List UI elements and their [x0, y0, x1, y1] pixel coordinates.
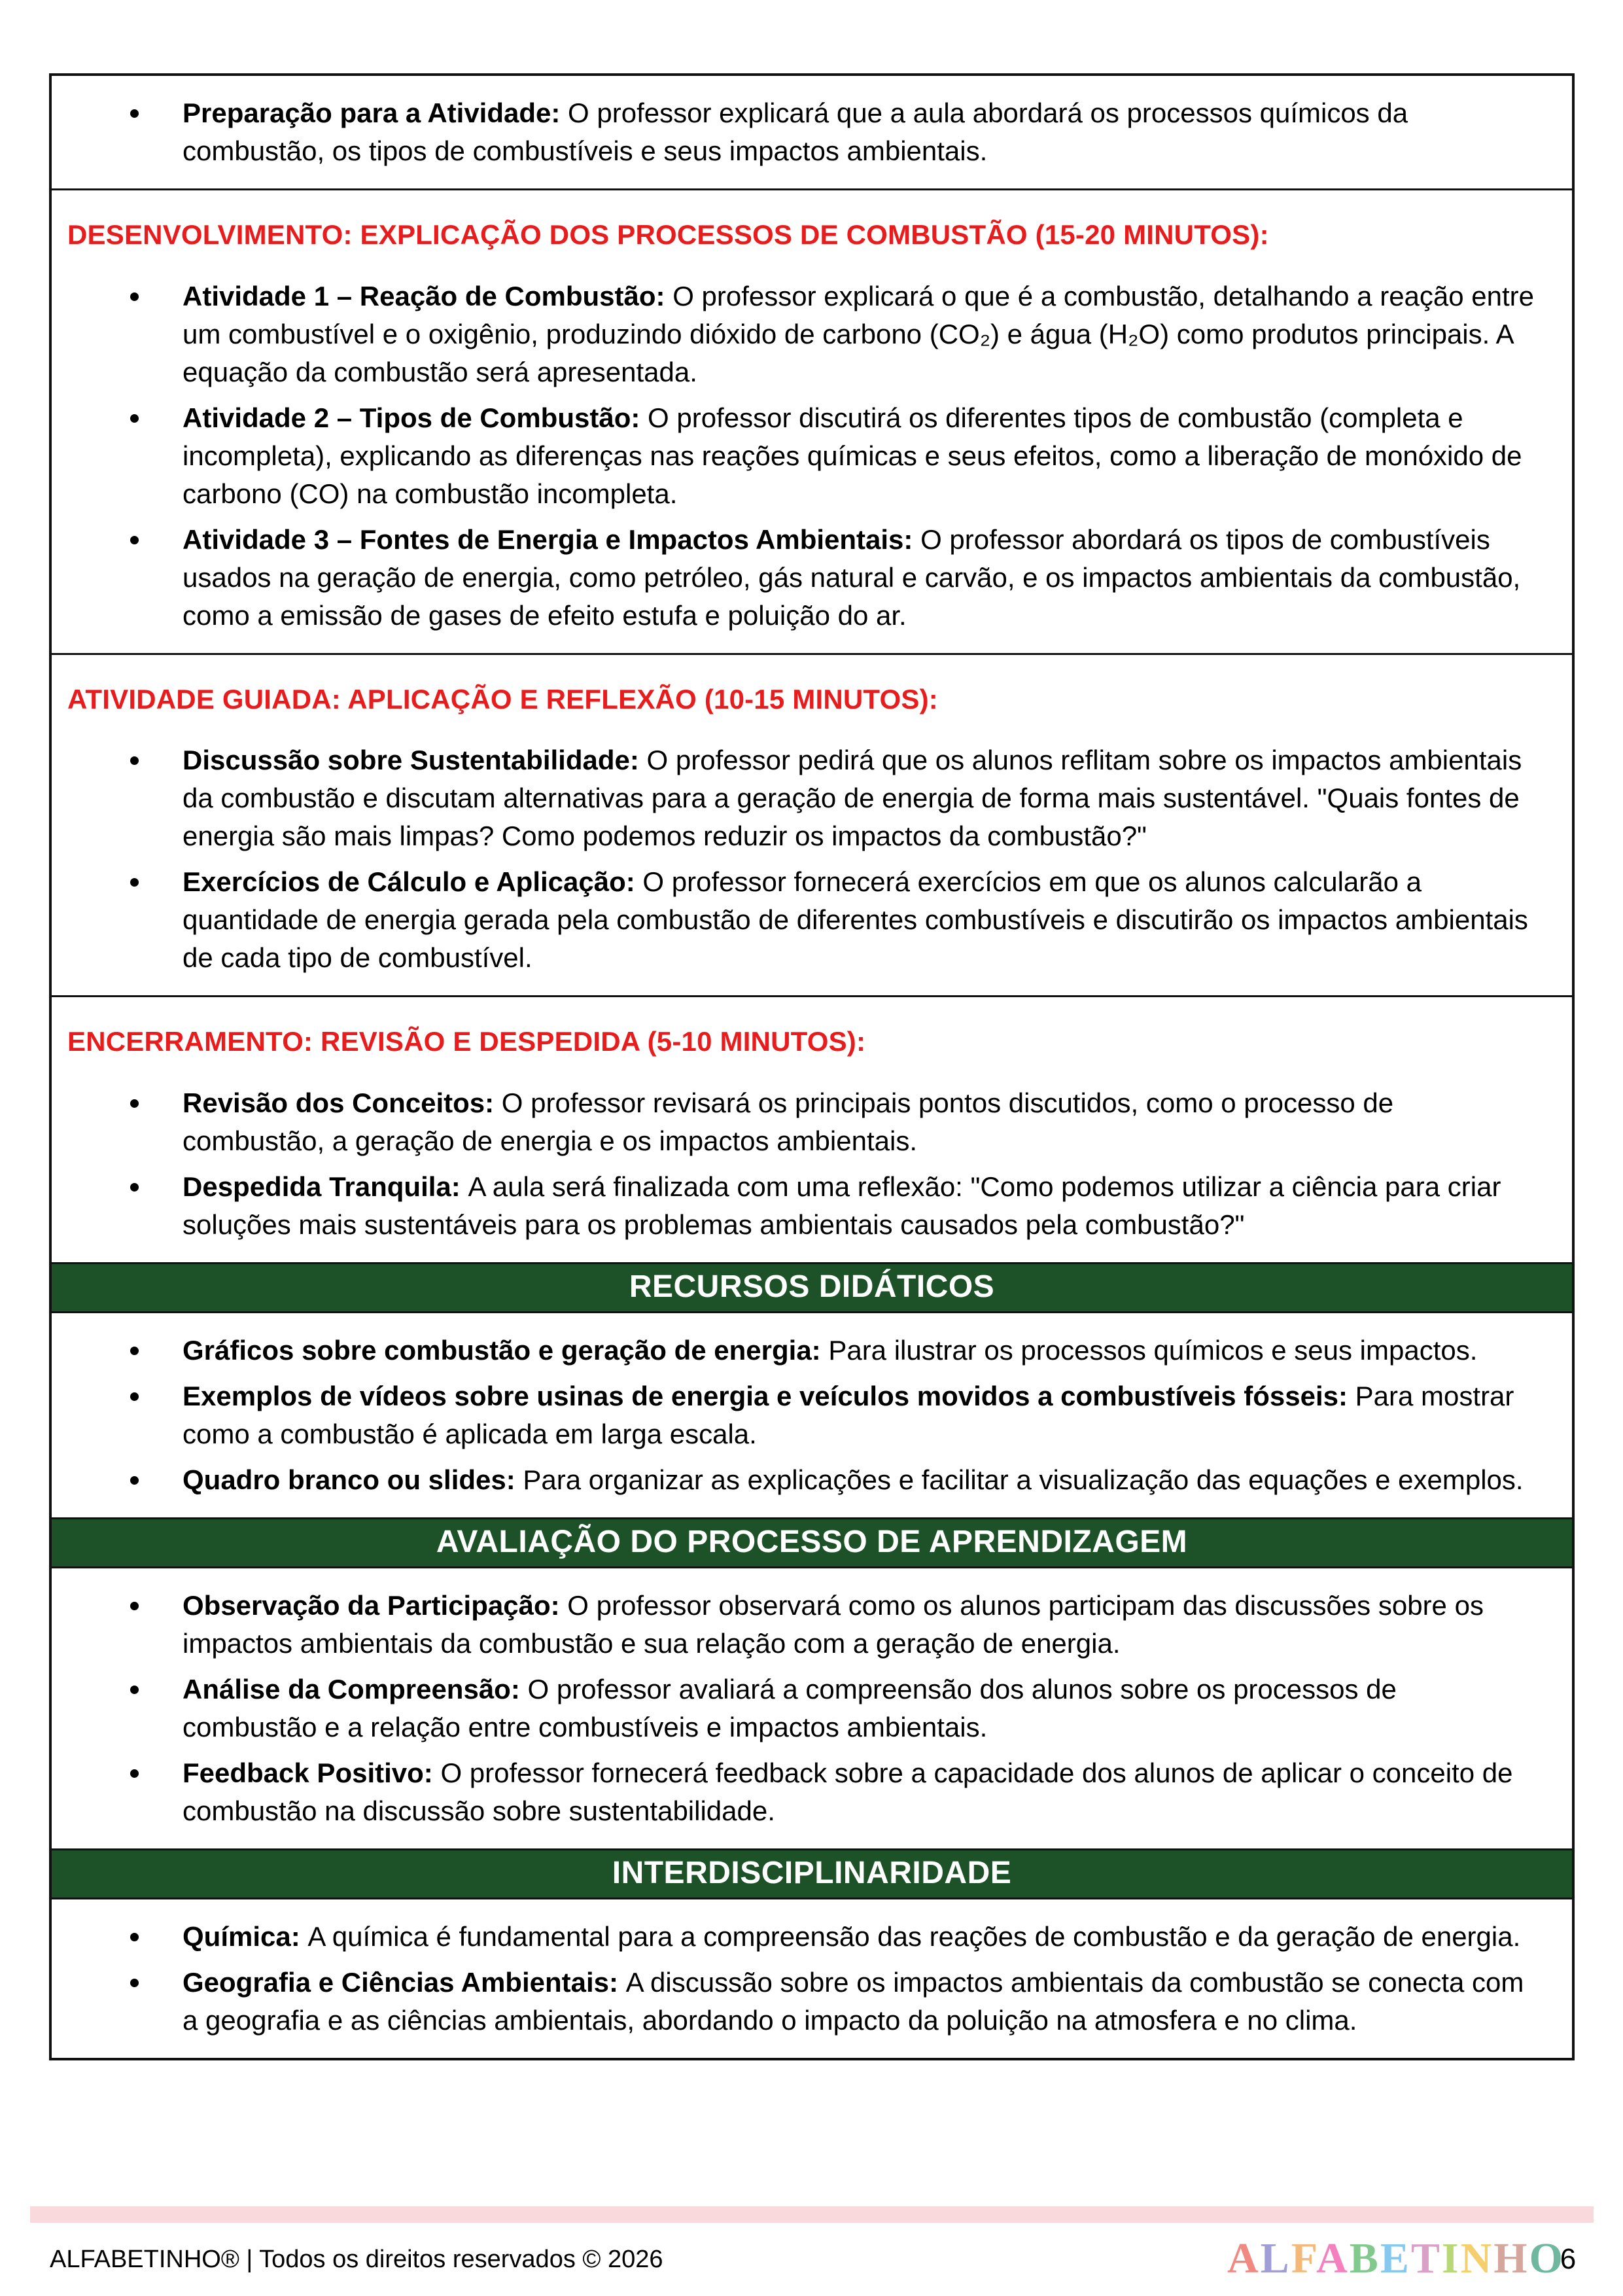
logo-letter: L: [1260, 2234, 1291, 2282]
footer-accent-bar: [30, 2206, 1594, 2223]
bullet-item: Revisão dos Conceitos: O professor revisará os principais pontos discutidos, como o processo de combustão, a geração de energia e os impactos ambientais.: [183, 1084, 1536, 1160]
logo-letter: E: [1380, 2234, 1411, 2282]
banner-row: [52, 1517, 1572, 1566]
logo-letter: N: [1460, 2234, 1494, 2282]
bullet-label: Geografia e Ciências Ambientais:: [183, 1966, 626, 1998]
bullet-list: [66, 1918, 1536, 2040]
bullet-item: Exemplos de vídeos sobre usinas de energia e veículos movidos a combustíveis fósseis: Para mostrar como a combustão é aplicada em larga escala.: [183, 1377, 1536, 1453]
bullet-item: Feedback Positivo: O professor fornecerá feedback sobre a capacidade dos alunos de aplicar o conceito de combustão na discussão sobre sustentabilidade.: [183, 1754, 1536, 1830]
banner-title: AVALIAÇÃO DO PROCESSO DE APRENDIZAGEM: [436, 1524, 1188, 1559]
banner-row: [52, 1262, 1572, 1311]
footer-copyright: ALFABETINHO® | Todos os direitos reservados © 2026: [50, 2246, 663, 2273]
lesson-plan-table: [49, 73, 1575, 2060]
bullet-list: [66, 1332, 1536, 1499]
section-heading: ENCERRAMENTO: REVISÃO E DESPEDIDA (5-10 MINUTOS):: [67, 1026, 866, 1057]
section-heading: ATIVIDADE GUIADA: APLICAÇÃO E REFLEXÃO (10-15 MINUTOS):: [67, 683, 938, 715]
bullet-item: Exercícios de Cálculo e Aplicação: O professor fornecerá exercícios em que os alunos calcularão a quantidade de energia gerada pela combustão de diferentes combustíveis e discutirão os impactos ambientais de cada tipo de combustível.: [183, 863, 1536, 977]
bullet-item: Preparação para a Atividade: O professor explicará que a aula abordará os processos químicos da combustão, os tipos de combustíveis e seus impactos ambientais.: [183, 94, 1536, 170]
bullet-label: Atividade 3 – Fontes de Energia e Impactos Ambientais:: [183, 523, 921, 555]
section-row: [52, 188, 1572, 653]
bullet-item: Atividade 2 – Tipos de Combustão: O professor discutirá os diferentes tipos de combustão (completa e incompleta), explicando as diferenças nas reações químicas e seus efeitos, como a liberação de monóxido de carbono (CO) na combustão incompleta.: [183, 399, 1536, 513]
bullet-label: Análise da Compreensão:: [183, 1673, 528, 1704]
section-heading: DESENVOLVIMENTO: EXPLICAÇÃO DOS PROCESSOS DE COMBUSTÃO (15-20 MINUTOS):: [67, 219, 1269, 250]
logo-letter: O: [1529, 2234, 1565, 2282]
bullet-label: Exemplos de vídeos sobre usinas de energia e veículos movidos a combustíveis fósseis:: [183, 1380, 1355, 1411]
logo-letter: A: [1227, 2234, 1261, 2282]
bullet-item: Discussão sobre Sustentabilidade: O professor pedirá que os alunos reflitam sobre os impactos ambientais da combustão e discutam alternativas para a geração de energia de forma mais sustentável. "Quais fontes de energia são mais limpas? Como podemos reduzir os impactos da combustão?": [183, 741, 1536, 855]
bullet-label: Observação da Participação:: [183, 1589, 568, 1621]
section-row: [52, 653, 1572, 996]
bullet-list: [66, 741, 1536, 977]
bullet-label: Exercícios de Cálculo e Aplicação:: [183, 866, 643, 897]
bullet-label: Atividade 1 – Reação de Combustão:: [183, 280, 673, 311]
bullet-item: Gráficos sobre combustão e geração de energia: Para ilustrar os processos químicos e seus impactos.: [183, 1332, 1536, 1369]
bullet-label: Atividade 2 – Tipos de Combustão:: [183, 402, 648, 433]
banner-row: [52, 1848, 1572, 1898]
bullet-item: Observação da Participação: O professor observará como os alunos participam das discussões sobre os impactos ambientais da combustão e sua relação com a geração de energia.: [183, 1587, 1536, 1663]
logo-letter: I: [1441, 2234, 1461, 2282]
bullet-list: [66, 1084, 1536, 1244]
bullet-list: [66, 1587, 1536, 1830]
section-row: [52, 995, 1572, 1262]
bullet-item: Atividade 1 – Reação de Combustão: O professor explicará o que é a combustão, detalhando a reação entre um combustível e o oxigênio, produzindo dióxido de carbono (CO₂) e água (H₂O) como produtos principais. A equação da combustão será apresentada.: [183, 277, 1536, 391]
bullet-item: Atividade 3 – Fontes de Energia e Impactos Ambientais: O professor abordará os tipos de combustíveis usados na geração de energia, como petróleo, gás natural e carvão, e os impactos ambientais da combustão, como a emissão de gases de efeito estufa e poluição do ar.: [183, 521, 1536, 635]
logo-letter: H: [1493, 2234, 1529, 2282]
logo-letter: T: [1410, 2234, 1442, 2282]
bullet-item: Geografia e Ciências Ambientais: A discussão sobre os impactos ambientais da combustão se conecta com a geografia e as ciências ambientais, abordando o impacto da poluição na atmosfera e no clima.: [183, 1964, 1536, 2040]
bullet-list: [66, 94, 1536, 170]
banner-title: RECURSOS DIDÁTICOS: [629, 1269, 995, 1304]
bullet-label: Química:: [183, 1920, 308, 1952]
section-row: [52, 1311, 1572, 1517]
bullet-label: Despedida Tranquila:: [183, 1171, 468, 1202]
bullet-list: [66, 277, 1536, 635]
banner-title: INTERDISCIPLINARIDADE: [612, 1855, 1012, 1890]
section-row: [52, 1566, 1572, 1848]
bullet-item: Química: A química é fundamental para a compreensão das reações de combustão e da geração de energia.: [183, 1918, 1536, 1956]
bullet-label: Feedback Positivo:: [183, 1757, 441, 1788]
bullet-label: Revisão dos Conceitos:: [183, 1087, 502, 1118]
page-number: 6: [1560, 2243, 1577, 2275]
logo-letter: A: [1316, 2234, 1350, 2282]
bullet-label: Quadro branco ou slides:: [183, 1464, 523, 1495]
logo-letter: B: [1349, 2234, 1380, 2282]
alfabetinho-logo: [1227, 2234, 1565, 2284]
bullet-label: Discussão sobre Sustentabilidade:: [183, 745, 647, 775]
section-row: [52, 76, 1572, 188]
logo-letter: F: [1291, 2234, 1317, 2282]
bullet-item: Análise da Compreensão: O professor avaliará a compreensão dos alunos sobre os processos de combustão e a relação entre combustíveis e impactos ambientais.: [183, 1670, 1536, 1746]
section-row: [52, 1898, 1572, 2058]
bullet-label: Preparação para a Atividade:: [183, 97, 568, 128]
bullet-label: Gráficos sobre combustão e geração de energia:: [183, 1334, 829, 1366]
bullet-item: Quadro branco ou slides: Para organizar as explicações e facilitar a visualização das equações e exemplos.: [183, 1461, 1536, 1499]
bullet-item: Despedida Tranquila: A aula será finalizada com uma reflexão: "Como podemos utilizar a ciência para criar soluções mais sustentáveis para os problemas ambientais causados pela combustão?": [183, 1168, 1536, 1244]
